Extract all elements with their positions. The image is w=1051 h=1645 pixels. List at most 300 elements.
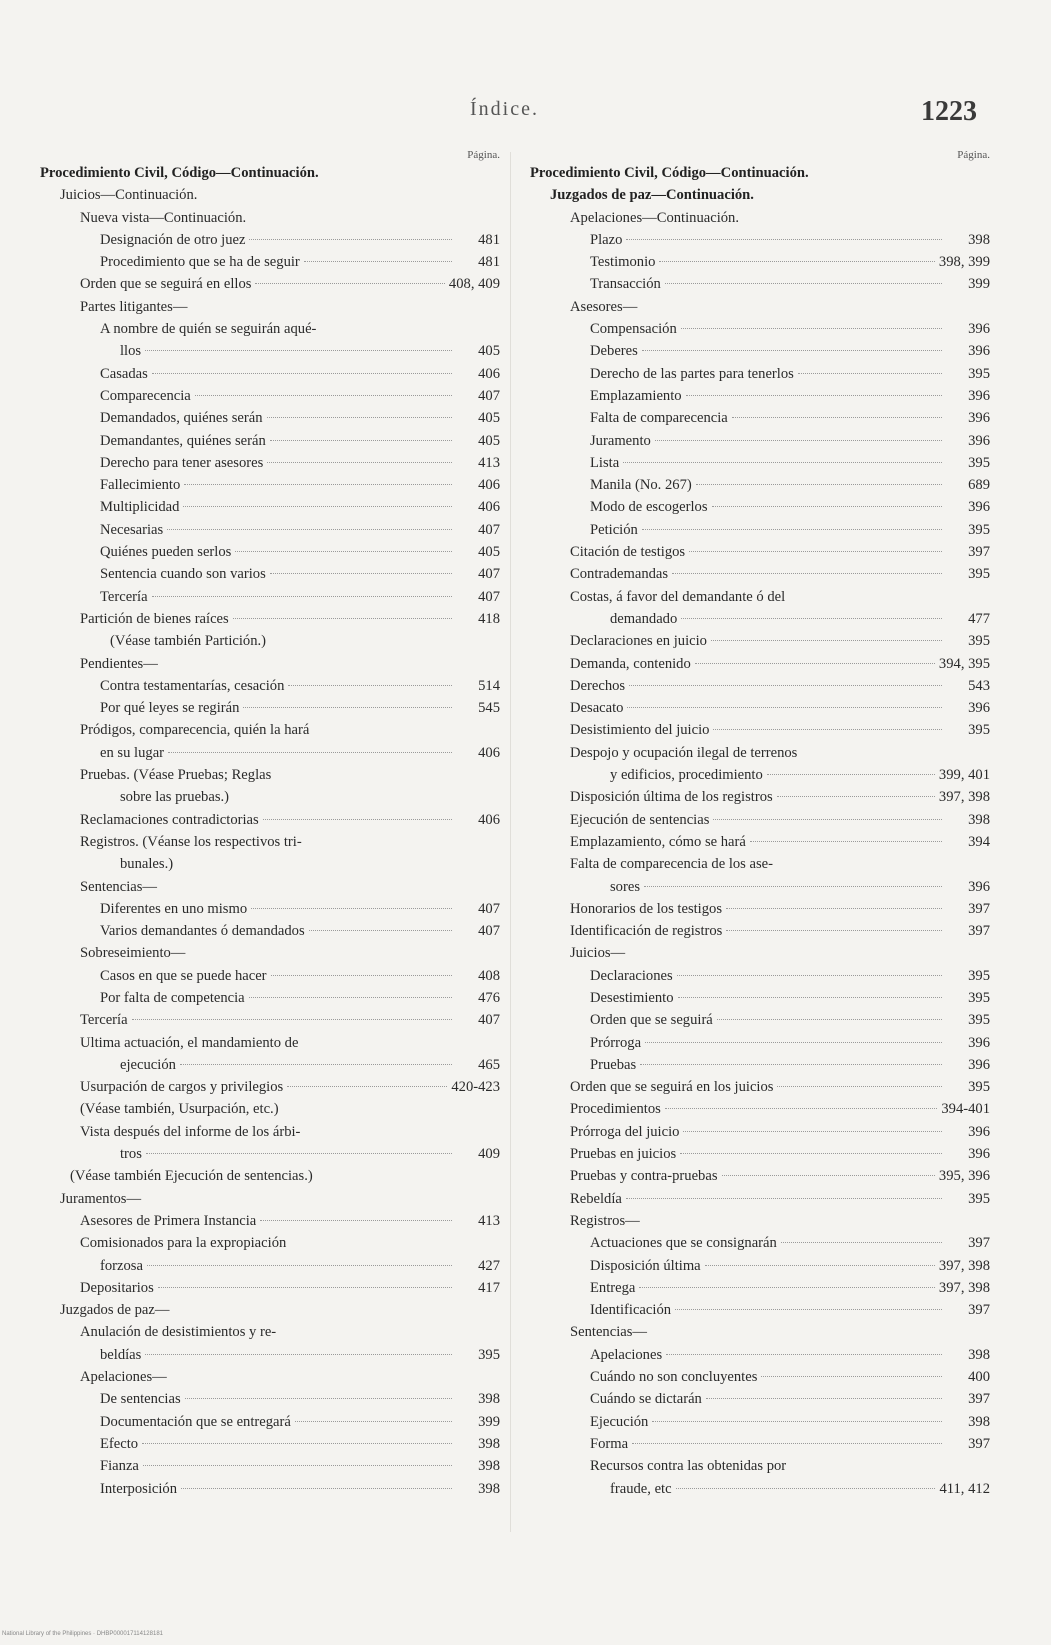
index-entry-page: 406 [478, 744, 500, 761]
index-entry [530, 1299, 990, 1321]
leader-dots [722, 1174, 935, 1176]
index-entry-page: 396 [968, 387, 990, 404]
leader-dots [712, 505, 942, 507]
index-entry-text: Desacato [570, 700, 624, 717]
index-entry-page: 398, 399 [938, 254, 990, 271]
index-entry-text: Juramento [590, 432, 651, 449]
leader-dots [270, 572, 452, 574]
leader-dots [623, 461, 942, 463]
index-entry-text: Apelaciones [590, 1346, 663, 1363]
leader-dots [680, 1152, 942, 1154]
index-entry-text: Actuaciones que se consignarán [590, 1235, 777, 1252]
index-entry-text: Apelaciones—Continuación. [570, 209, 740, 226]
leader-dots [639, 1286, 935, 1288]
index-entry-text: Ultima actuación, el mandamiento de [80, 1034, 299, 1051]
index-entry-text: Derechos [570, 677, 626, 694]
index-entry-text: Sobreseimiento— [80, 945, 186, 962]
index-entry [530, 675, 990, 697]
index-entry [530, 363, 990, 385]
index-entry-page: 398 [478, 1391, 500, 1408]
index-entry-text: Diferentes en uno mismo [100, 900, 248, 917]
leader-dots [152, 372, 452, 374]
index-entry-page: 396 [968, 432, 990, 449]
index-entries-left [40, 162, 500, 1500]
index-entry [530, 474, 990, 496]
index-entry [530, 1188, 990, 1210]
index-entry-text: Pruebas y contra-pruebas [570, 1168, 718, 1185]
index-entry [530, 496, 990, 518]
index-entry-text: demandado [610, 610, 678, 627]
leader-dots [142, 1442, 452, 1444]
index-entry-text: Emplazamiento, cómo se hará [570, 833, 746, 850]
index-entry-text: Juramentos— [60, 1190, 142, 1207]
index-entry-text: beldías [100, 1346, 142, 1363]
index-entry [40, 496, 500, 518]
index-entry-text: Procedimiento Civil, Código—Continuación. [40, 165, 319, 181]
leader-dots [167, 528, 452, 530]
index-entry-text: (Véase también Partición.) [110, 633, 267, 650]
index-entry-page: 477 [968, 610, 990, 627]
index-entry-text: Nueva vista—Continuación. [80, 209, 247, 226]
leader-dots [627, 706, 942, 708]
leader-dots [655, 439, 942, 441]
index-entry [40, 1277, 500, 1299]
leader-dots [666, 1353, 942, 1355]
index-entry-page: 397, 398 [938, 1257, 990, 1274]
index-entry-page: 689 [968, 477, 990, 494]
index-entry [530, 831, 990, 853]
index-entry-text: Pruebas. (Véase Pruebas; Reglas [80, 767, 272, 784]
index-entry-page: 395 [968, 1079, 990, 1096]
index-entry [40, 630, 500, 652]
index-entry [530, 1076, 990, 1098]
index-entry-text: Declaraciones en juicio [570, 633, 707, 650]
index-entry-text: Asesores— [570, 298, 638, 315]
index-entry-text: Desistimiento del juicio [570, 722, 710, 739]
index-entry [40, 1165, 500, 1187]
index-entry [40, 1121, 500, 1143]
index-entry-page: 396 [968, 878, 990, 895]
index-entry [40, 184, 500, 206]
index-entry [530, 608, 990, 630]
index-entry [530, 630, 990, 652]
index-entry-page: 406 [478, 811, 500, 828]
index-entry [530, 1143, 990, 1165]
leader-dots [255, 282, 445, 284]
leader-dots [645, 1041, 942, 1043]
index-entry-text: Prórroga [590, 1034, 642, 1051]
index-entry-page: 394-401 [941, 1101, 990, 1118]
leader-dots [143, 1464, 452, 1466]
index-entry [40, 675, 500, 697]
index-entry-text: Fallecimiento [100, 477, 181, 494]
index-entry [40, 452, 500, 474]
index-entry-text: Orden que se seguirá en ellos [80, 276, 252, 293]
index-entry-text: Juicios— [570, 945, 626, 962]
leader-dots [713, 728, 942, 730]
leader-dots [798, 372, 942, 374]
index-entry-page: 396 [968, 1123, 990, 1140]
index-entry [40, 318, 500, 340]
index-entry-text: Costas, á favor del demandante ó del [570, 588, 786, 605]
index-entry [530, 719, 990, 741]
index-entry-text: Contrademandas [570, 566, 669, 583]
index-entry [530, 1165, 990, 1187]
index-entry-text: ejecución [120, 1056, 176, 1073]
index-entry [530, 1255, 990, 1277]
leader-dots [185, 1397, 452, 1399]
index-entry-text: Identificación de registros [570, 923, 723, 940]
index-entry-text: Designación de otro juez [100, 231, 246, 248]
index-entry [40, 1433, 500, 1455]
index-entry-page: 481 [478, 231, 500, 248]
index-entry-page: 399, 401 [938, 767, 990, 784]
leader-dots [681, 617, 942, 619]
leader-dots [263, 818, 452, 820]
index-entry-text: Documentación que se entregará [100, 1413, 291, 1430]
index-entry-text: Pendientes— [80, 655, 158, 672]
index-entry [530, 162, 990, 184]
index-entry-page: 408 [478, 967, 500, 984]
leader-dots [665, 282, 942, 284]
leader-dots [642, 528, 942, 530]
index-entry-page: 397 [968, 1435, 990, 1452]
index-entry-page: 543 [968, 677, 990, 694]
index-entry-page: 395, 396 [938, 1168, 990, 1185]
index-entry [40, 786, 500, 808]
index-entry [40, 764, 500, 786]
index-entry-page: 398 [478, 1480, 500, 1497]
index-entry-text: Sentencias— [80, 878, 158, 895]
index-entry [530, 764, 990, 786]
index-entry-page: 396 [968, 499, 990, 516]
index-entry [530, 898, 990, 920]
index-entry [530, 1210, 990, 1232]
index-entry-page: 413 [478, 1212, 500, 1229]
index-entry [40, 653, 500, 675]
index-entry [530, 251, 990, 273]
index-entry-text: Asesores de Primera Instancia [80, 1212, 257, 1229]
index-entry [40, 1076, 500, 1098]
index-entry [40, 407, 500, 429]
index-entry-page: 395 [968, 1012, 990, 1029]
leader-dots [158, 1286, 452, 1288]
index-entry [530, 430, 990, 452]
index-entry-page: 420-423 [451, 1079, 500, 1096]
index-entry [40, 1344, 500, 1366]
leader-dots [665, 1107, 938, 1109]
index-entry-page: 395 [968, 967, 990, 984]
leader-dots [672, 572, 942, 574]
index-entry-text: A nombre de quién se seguirán aqué- [100, 321, 317, 338]
leader-dots [145, 1353, 452, 1355]
index-entry-page: 476 [478, 989, 500, 1006]
index-entry-text: Tercería [100, 588, 148, 605]
index-entry-page: 405 [478, 544, 500, 561]
index-entry [40, 987, 500, 1009]
index-entry-text: Deberes [590, 343, 638, 360]
index-entry-text: Cuándo no son concluyentes [590, 1369, 758, 1386]
index-entry [40, 474, 500, 496]
index-entry [530, 452, 990, 474]
leader-dots [676, 1487, 936, 1489]
index-entry [530, 1411, 990, 1433]
leader-dots [717, 1018, 942, 1020]
index-entry [40, 363, 500, 385]
index-entry [530, 563, 990, 585]
index-entry-text: De sentencias [100, 1391, 181, 1408]
index-entry [40, 1032, 500, 1054]
index-entry-page: 400 [968, 1369, 990, 1386]
index-entry [530, 1366, 990, 1388]
leader-dots [726, 907, 942, 909]
index-entry-page: 465 [478, 1056, 500, 1073]
index-entry-page: 398 [478, 1435, 500, 1452]
index-entry-page: 417 [478, 1279, 500, 1296]
index-entry-text: Forma [590, 1435, 629, 1452]
index-entry-text: Demandados, quiénes serán [100, 410, 263, 427]
index-entry [40, 1299, 500, 1321]
index-entry [40, 1143, 500, 1165]
leader-dots [626, 1197, 942, 1199]
index-entry [40, 229, 500, 251]
index-entry [530, 1098, 990, 1120]
leader-dots [689, 550, 942, 552]
index-entry-text: Citación de testigos [570, 544, 686, 561]
index-entry-text: Modo de escogerlos [590, 499, 708, 516]
index-entry-text: Comparecencia [100, 387, 191, 404]
index-entry-page: 405 [478, 410, 500, 427]
index-entry-page: 397 [968, 923, 990, 940]
leader-dots [767, 773, 935, 775]
index-entry-text: Multiplicidad [100, 499, 180, 516]
index-entry-page: 407 [478, 566, 500, 583]
index-entry-text: Casos en que se puede hacer [100, 967, 267, 984]
index-entry-text: en su lugar [100, 744, 165, 761]
index-entry [530, 1388, 990, 1410]
index-entry [40, 273, 500, 295]
index-entry-text: Despojo y ocupación ilegal de terrenos [570, 744, 798, 761]
index-entry-page: 418 [478, 610, 500, 627]
leader-dots [267, 461, 452, 463]
index-entry-page: 398 [968, 231, 990, 248]
leader-dots [675, 1308, 942, 1310]
index-entry-text: Testimonio [590, 254, 656, 271]
index-entry-page: 398 [968, 811, 990, 828]
index-entry [530, 1054, 990, 1076]
index-entry [40, 1054, 500, 1076]
index-entry-page: 397 [968, 1235, 990, 1252]
index-entry-text: Sentencias— [570, 1324, 648, 1341]
leader-dots [260, 1219, 452, 1221]
index-entry-text: Orden que se seguirá [590, 1012, 713, 1029]
index-entry-text: tros [120, 1146, 142, 1163]
index-entry-text: bunales.) [120, 856, 174, 873]
index-entry [40, 809, 500, 831]
index-entry-page: 396 [968, 343, 990, 360]
leader-dots [629, 684, 942, 686]
leader-dots [677, 974, 942, 976]
index-entry-page: 545 [478, 700, 500, 717]
index-entry-text: Sentencia cuando son varios [100, 566, 266, 583]
index-entry-page: 395 [968, 454, 990, 471]
index-entry-text: Juzgados de paz— [60, 1302, 170, 1319]
index-entry-page: 407 [478, 588, 500, 605]
index-entry [40, 1455, 500, 1477]
index-entry-page: 406 [478, 365, 500, 382]
index-entry-text: Rebeldía [570, 1190, 622, 1207]
index-entry-text: Demandantes, quiénes serán [100, 432, 266, 449]
index-entry-page: 407 [478, 387, 500, 404]
index-entry-text: Identificación [590, 1302, 672, 1319]
index-entry-text: Derecho de las partes para tenerlos [590, 365, 794, 382]
leader-dots [288, 684, 452, 686]
index-entry-page: 398 [968, 1413, 990, 1430]
leader-dots [678, 996, 943, 998]
index-entry-text: Registros— [570, 1212, 640, 1229]
index-entry-text: Efecto [100, 1435, 139, 1452]
index-entry [530, 1478, 990, 1500]
index-entry [530, 697, 990, 719]
index-entry-text: Disposición última [590, 1257, 701, 1274]
index-entry-text: Recursos contra las obtenidas por [590, 1458, 787, 1475]
index-entry-page: 396 [968, 1146, 990, 1163]
leader-dots [777, 795, 935, 797]
index-entry [40, 853, 500, 875]
index-entry-text: Contra testamentarías, cesación [100, 677, 285, 694]
index-entry-text: Ejecución de sentencias [570, 811, 710, 828]
index-entry [40, 876, 500, 898]
leader-dots [147, 1264, 452, 1266]
leader-dots [233, 617, 452, 619]
index-entry-text: Honorarios de los testigos [570, 900, 723, 917]
leader-dots [626, 238, 942, 240]
index-entry [40, 251, 500, 273]
leader-dots [251, 907, 452, 909]
leader-dots [249, 996, 452, 998]
leader-dots [287, 1085, 447, 1087]
index-entry-text: Interposición [100, 1480, 178, 1497]
index-entry [40, 563, 500, 585]
index-entry-page: 396 [968, 1034, 990, 1051]
index-entry [40, 1321, 500, 1343]
index-entry-text: Transacción [590, 276, 661, 293]
index-entry [530, 407, 990, 429]
index-entry-text: Entrega [590, 1279, 636, 1296]
index-entry-page: 395 [968, 722, 990, 739]
index-entry [40, 207, 500, 229]
index-entry-page: 407 [478, 923, 500, 940]
leader-dots [659, 260, 934, 262]
index-entry-page: 396 [968, 700, 990, 717]
index-entry [530, 1277, 990, 1299]
leader-dots [152, 595, 452, 597]
leader-dots [132, 1018, 452, 1020]
index-entry-text: Petición [590, 521, 638, 538]
leader-dots [304, 260, 452, 262]
index-entry-text: Necesarias [100, 521, 164, 538]
index-entry-text: Reclamaciones contradictorias [80, 811, 259, 828]
index-entry-page: 395 [968, 365, 990, 382]
leader-dots [145, 349, 452, 351]
leader-dots [706, 1397, 942, 1399]
index-entry [40, 1255, 500, 1277]
index-entry-page: 397, 398 [938, 1279, 990, 1296]
index-entry-page: 398 [478, 1458, 500, 1475]
index-entry-text: llos [120, 343, 142, 360]
index-entry [40, 942, 500, 964]
leader-dots [195, 394, 452, 396]
index-entry-page: 514 [478, 677, 500, 694]
index-entry [530, 229, 990, 251]
index-entry [530, 1455, 990, 1477]
index-entry-text: Pródigos, comparecencia, quién la hará [80, 722, 310, 739]
index-entry-page: 397 [968, 1391, 990, 1408]
index-entry-text: Falta de comparecencia [590, 410, 728, 427]
index-entry [530, 340, 990, 362]
scan-footer: National Library of the Philippines · DHBP000017114128181 [2, 1631, 163, 1637]
leader-dots [184, 483, 452, 485]
index-entry-page: 395 [968, 1190, 990, 1207]
index-entry [530, 987, 990, 1009]
leader-dots [726, 929, 942, 931]
index-entry-page: 395 [968, 633, 990, 650]
index-entry-text: sores [610, 878, 640, 895]
index-entry [530, 809, 990, 831]
index-entry-text: (Véase también, Usurpación, etc.) [80, 1101, 279, 1118]
index-entry-page: 397 [968, 544, 990, 561]
index-entry-text: Derecho para tener asesores [100, 454, 264, 471]
index-entry [530, 653, 990, 675]
index-entry-text: Juzgados de paz—Continuación. [550, 187, 754, 204]
index-entry-text: Falta de comparecencia de los ase- [570, 856, 773, 873]
leader-dots [705, 1264, 935, 1266]
index-entry-text: Emplazamiento [590, 387, 682, 404]
index-entry-text: Anulación de desistimientos y re- [80, 1324, 277, 1341]
index-entry [40, 1411, 500, 1433]
index-entry [530, 385, 990, 407]
index-entry-page: 397, 398 [938, 789, 990, 806]
index-entry-page: 399 [478, 1413, 500, 1430]
index-entry-text: Apelaciones— [80, 1369, 167, 1386]
index-entry-page: 395 [968, 566, 990, 583]
index-entry [530, 1121, 990, 1143]
leader-dots [181, 1487, 452, 1489]
index-entry-page: 395 [968, 989, 990, 1006]
index-entry [530, 1232, 990, 1254]
index-entry [40, 697, 500, 719]
index-entry-page: 407 [478, 521, 500, 538]
leader-dots [781, 1241, 942, 1243]
pagina-label-right: Página. [957, 149, 990, 161]
leader-dots [642, 349, 942, 351]
index-entry [40, 340, 500, 362]
index-entry [40, 920, 500, 942]
index-entry-text: Compensación [590, 321, 677, 338]
leader-dots [632, 1442, 942, 1444]
index-entry [40, 831, 500, 853]
index-entry-text: Plazo [590, 231, 623, 248]
index-entry [40, 1098, 500, 1120]
index-entry-text: Tercería [80, 1012, 128, 1029]
leader-dots [183, 505, 452, 507]
index-entry-page: 407 [478, 900, 500, 917]
index-entry [40, 385, 500, 407]
index-entry [40, 541, 500, 563]
index-entry [40, 1232, 500, 1254]
index-entry-text: Orden que se seguirá en los juicios [570, 1079, 774, 1096]
index-entry-page: 411, 412 [939, 1480, 990, 1497]
